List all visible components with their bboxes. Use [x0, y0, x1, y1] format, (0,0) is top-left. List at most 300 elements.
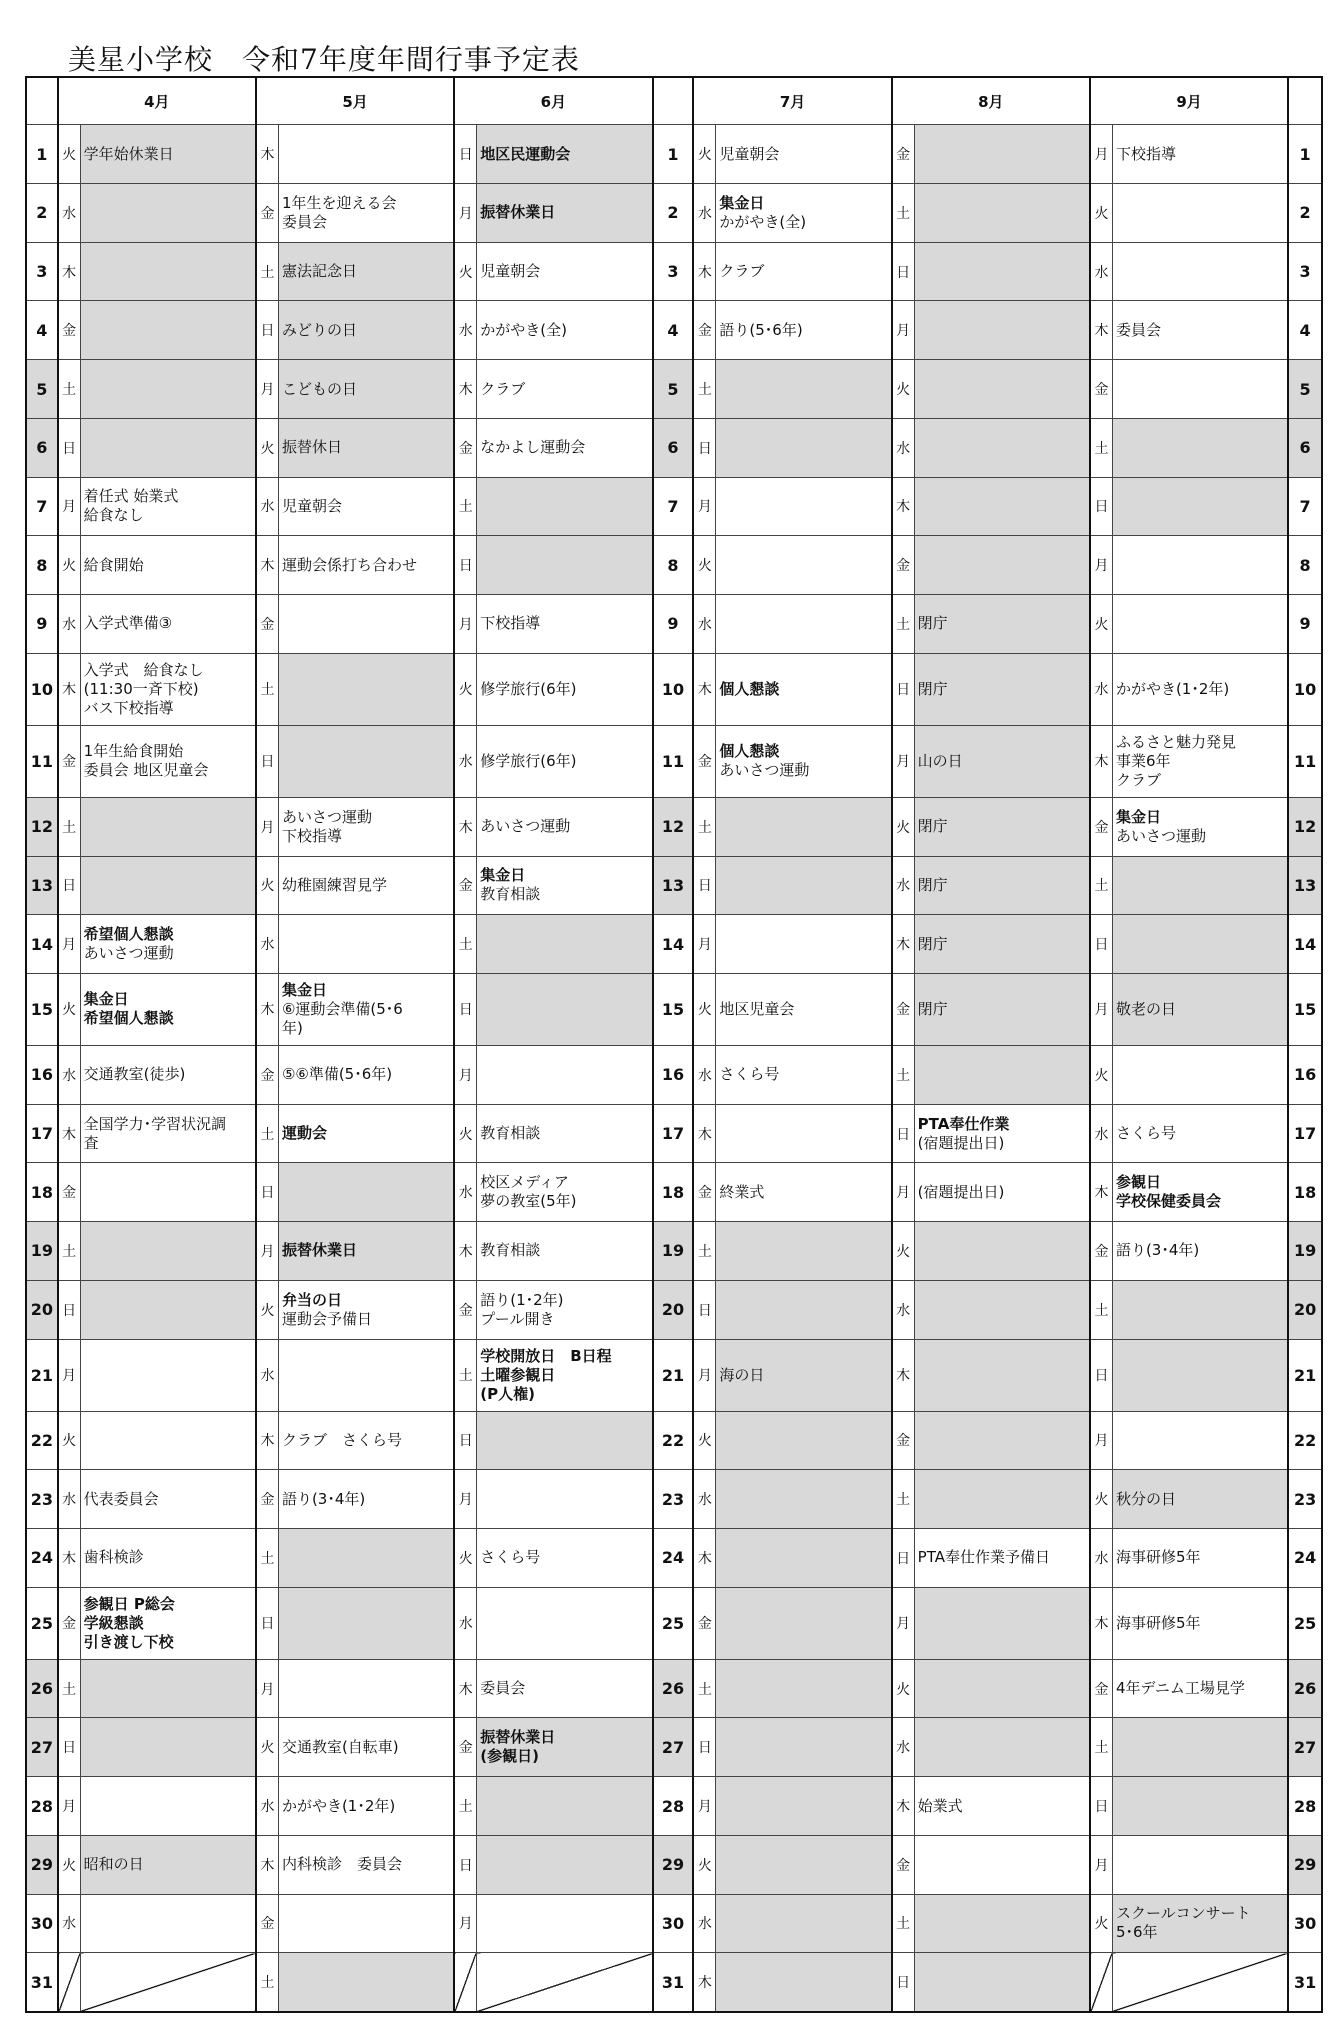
weekday-may: 月 — [256, 360, 278, 419]
day-row — [26, 973, 1322, 1045]
event-jul — [716, 915, 892, 974]
day-number-center: 9 — [653, 595, 694, 654]
weekday-aug: 土 — [892, 184, 914, 243]
event-sep — [1112, 184, 1288, 243]
weekday-jul: 金 — [693, 1587, 715, 1659]
weekday-jun: 水 — [454, 1163, 476, 1222]
event-jun: 校区メディア 夢の教室(5年) — [477, 1163, 653, 1222]
day-row — [26, 301, 1322, 360]
weekday-sep: 火 — [1090, 595, 1112, 654]
day-number-left: 11 — [26, 725, 58, 797]
event-sep — [1112, 1280, 1288, 1339]
day-row — [26, 1222, 1322, 1281]
event-may — [278, 725, 454, 797]
event-aug — [914, 184, 1090, 243]
event-apr — [80, 1659, 256, 1718]
weekday-jul: 日 — [693, 1718, 715, 1777]
day-number-center: 1 — [653, 125, 694, 184]
day-number-left: 27 — [26, 1718, 58, 1777]
event-jul — [716, 360, 892, 419]
event-jun: 修学旅行(6年) — [477, 653, 653, 725]
weekday-jul: 月 — [693, 915, 715, 974]
event-jul — [716, 1470, 892, 1529]
event-apr — [80, 1411, 256, 1470]
weekday-apr: 土 — [58, 1222, 80, 1281]
weekday-may: 土 — [256, 242, 278, 301]
weekday-apr: 火 — [58, 536, 80, 595]
event-aug: 閉庁 — [914, 856, 1090, 915]
day-number-left: 30 — [26, 1894, 58, 1953]
weekday-jul: 水 — [693, 1045, 715, 1104]
event-aug: 始業式 — [914, 1777, 1090, 1836]
day-row — [26, 1777, 1322, 1836]
event-sep — [1112, 536, 1288, 595]
event-aug — [914, 1222, 1090, 1281]
event-aug — [914, 1718, 1090, 1777]
day-number-right: 4 — [1288, 301, 1322, 360]
day-number-right: 14 — [1288, 915, 1322, 974]
day-number-left: 2 — [26, 184, 58, 243]
event-jul: クラブ — [716, 242, 892, 301]
day-number-center: 17 — [653, 1104, 694, 1163]
event-jul — [716, 1659, 892, 1718]
day-number-left: 25 — [26, 1587, 58, 1659]
weekday-may: 金 — [256, 1894, 278, 1953]
event-may: あいさつ運動 下校指導 — [278, 797, 454, 856]
weekday-jul: 火 — [693, 1835, 715, 1894]
weekday-sep: 土 — [1090, 1718, 1112, 1777]
event-jun: 学校開放日 B日程 土曜参観日 (P人権) — [477, 1339, 653, 1411]
event-sep: ふるさと魅力発見 事業6年 クラブ — [1112, 725, 1288, 797]
weekday-may: 日 — [256, 725, 278, 797]
weekday-aug: 木 — [892, 477, 914, 536]
weekday-apr: 月 — [58, 1339, 80, 1411]
event-sep: 秋分の日 — [1112, 1470, 1288, 1529]
event-apr — [80, 184, 256, 243]
event-apr: 昭和の日 — [80, 1835, 256, 1894]
event-title-bold: 集金日 — [480, 866, 526, 885]
day-row — [26, 797, 1322, 856]
weekday-aug: 木 — [892, 1777, 914, 1836]
weekday-jun: 日 — [454, 125, 476, 184]
event-jun: クラブ — [477, 360, 653, 419]
weekday-jun: 月 — [454, 1894, 476, 1953]
day-number-left: 13 — [26, 856, 58, 915]
weekday-may: 日 — [256, 1163, 278, 1222]
event-jul — [716, 1104, 892, 1163]
event-jun — [477, 1777, 653, 1836]
event-sep — [1112, 1777, 1288, 1836]
weekday-jun: 土 — [454, 1777, 476, 1836]
day-number-center: 25 — [653, 1587, 694, 1659]
event-may — [278, 125, 454, 184]
event-title-bold: 個人懇談 — [719, 742, 780, 761]
day-number-left: 1 — [26, 125, 58, 184]
weekday-jun: 木 — [454, 360, 476, 419]
weekday-jul: 月 — [693, 477, 715, 536]
day-number-left: 6 — [26, 418, 58, 477]
weekday-sep: 金 — [1090, 1222, 1112, 1281]
month-header-jun: 6月 — [454, 77, 652, 125]
day-number-center: 24 — [653, 1529, 694, 1588]
weekday-may: 木 — [256, 536, 278, 595]
weekday-apr: 土 — [58, 360, 80, 419]
weekday-aug: 日 — [892, 653, 914, 725]
weekday-sep: 木 — [1090, 1163, 1112, 1222]
weekday-may: 日 — [256, 301, 278, 360]
event-apr — [80, 1894, 256, 1953]
day-number-left: 22 — [26, 1411, 58, 1470]
page-title: 美星小学校 令和7年度年間行事予定表 — [68, 43, 580, 76]
event-apr: 学年始休業日 — [80, 125, 256, 184]
weekday-apr: 水 — [58, 1045, 80, 1104]
weekday-jul: 木 — [693, 1104, 715, 1163]
weekday-jul: 水 — [693, 184, 715, 243]
day-number-left: 19 — [26, 1222, 58, 1281]
event-aug: 山の日 — [914, 725, 1090, 797]
day-row — [26, 536, 1322, 595]
weekday-jun: 金 — [454, 856, 476, 915]
weekday-apr: 月 — [58, 477, 80, 536]
event-jul — [716, 1222, 892, 1281]
corner-cell-left — [26, 77, 58, 125]
event-jul — [716, 1280, 892, 1339]
day-number-right: 12 — [1288, 797, 1322, 856]
weekday-aug: 金 — [892, 1411, 914, 1470]
weekday-jun: 火 — [454, 242, 476, 301]
weekday-apr: 金 — [58, 725, 80, 797]
day-row — [26, 915, 1322, 974]
event-jul — [716, 797, 892, 856]
day-number-left: 23 — [26, 1470, 58, 1529]
weekday-aug: 火 — [892, 797, 914, 856]
event-apr: 代表委員会 — [80, 1470, 256, 1529]
event-may — [278, 1894, 454, 1953]
event-jun — [477, 1045, 653, 1104]
weekday-aug: 金 — [892, 973, 914, 1045]
event-may — [278, 595, 454, 654]
weekday-apr: 日 — [58, 856, 80, 915]
day-number-left: 7 — [26, 477, 58, 536]
weekday-jul: 月 — [693, 1339, 715, 1411]
day-number-right: 27 — [1288, 1718, 1322, 1777]
weekday-jul: 火 — [693, 973, 715, 1045]
event-aug — [914, 125, 1090, 184]
event-jun: 集金日 教育相談 — [477, 856, 653, 915]
day-row — [26, 1718, 1322, 1777]
weekday-sep: 日 — [1090, 1777, 1112, 1836]
event-jun — [477, 1953, 653, 2012]
event-jun — [477, 1587, 653, 1659]
weekday-jul: 木 — [693, 653, 715, 725]
event-aug — [914, 1411, 1090, 1470]
event-title-bold: 集金日 — [281, 980, 327, 999]
event-apr: 給食開始 — [80, 536, 256, 595]
weekday-apr: 日 — [58, 1280, 80, 1339]
day-number-center: 2 — [653, 184, 694, 243]
event-may: 1年生を迎える会 委員会 — [278, 184, 454, 243]
day-number-right: 19 — [1288, 1222, 1322, 1281]
event-jul — [716, 595, 892, 654]
weekday-may: 金 — [256, 184, 278, 243]
weekday-apr: 水 — [58, 595, 80, 654]
day-number-left: 5 — [26, 360, 58, 419]
event-title-bold: PTA奉仕作業 — [917, 1114, 1010, 1133]
event-jun — [477, 973, 653, 1045]
day-row — [26, 242, 1322, 301]
day-row — [26, 477, 1322, 536]
event-sep — [1112, 915, 1288, 974]
weekday-apr: 火 — [58, 1411, 80, 1470]
weekday-sep: 火 — [1090, 1045, 1112, 1104]
weekday-jul: 水 — [693, 1470, 715, 1529]
day-row — [26, 1339, 1322, 1411]
event-aug: (宿題提出日) — [914, 1163, 1090, 1222]
weekday-apr — [58, 1953, 80, 2012]
month-header-aug: 8月 — [892, 77, 1090, 125]
event-jul — [716, 1835, 892, 1894]
event-apr: 入学式準備③ — [80, 595, 256, 654]
day-number-right: 25 — [1288, 1587, 1322, 1659]
weekday-jun: 火 — [454, 1104, 476, 1163]
event-jul: 児童朝会 — [716, 125, 892, 184]
weekday-jul: 土 — [693, 797, 715, 856]
weekday-jul: 日 — [693, 856, 715, 915]
day-number-right: 29 — [1288, 1835, 1322, 1894]
event-jun: 修学旅行(6年) — [477, 725, 653, 797]
day-number-right: 18 — [1288, 1163, 1322, 1222]
event-may: こどもの日 — [278, 360, 454, 419]
day-row — [26, 725, 1322, 797]
day-number-center: 16 — [653, 1045, 694, 1104]
weekday-aug: 日 — [892, 1104, 914, 1163]
weekday-apr: 金 — [58, 1163, 80, 1222]
weekday-aug: 土 — [892, 1045, 914, 1104]
event-jul — [716, 477, 892, 536]
weekday-jun: 土 — [454, 477, 476, 536]
event-aug: 閉庁 — [914, 797, 1090, 856]
weekday-sep: 土 — [1090, 856, 1112, 915]
weekday-jul: 日 — [693, 1280, 715, 1339]
weekday-jul: 木 — [693, 1953, 715, 2012]
weekday-may: 火 — [256, 856, 278, 915]
weekday-jun: 木 — [454, 1222, 476, 1281]
header-row — [26, 77, 1322, 125]
event-jun: 委員会 — [477, 1659, 653, 1718]
day-number-center: 31 — [653, 1953, 694, 2012]
day-number-center: 15 — [653, 973, 694, 1045]
event-aug — [914, 1953, 1090, 2012]
weekday-jun — [454, 1953, 476, 2012]
event-apr — [80, 1280, 256, 1339]
event-jun — [477, 1470, 653, 1529]
weekday-apr: 水 — [58, 1894, 80, 1953]
weekday-jul: 金 — [693, 1163, 715, 1222]
day-number-right: 23 — [1288, 1470, 1322, 1529]
weekday-sep: 月 — [1090, 973, 1112, 1045]
event-jul: 海の日 — [716, 1339, 892, 1411]
day-number-left: 3 — [26, 242, 58, 301]
event-jun: かがやき(全) — [477, 301, 653, 360]
day-number-center: 3 — [653, 242, 694, 301]
event-jun: 教育相談 — [477, 1104, 653, 1163]
weekday-sep: 日 — [1090, 1339, 1112, 1411]
day-number-right: 28 — [1288, 1777, 1322, 1836]
event-may: 内科検診 委員会 — [278, 1835, 454, 1894]
event-sep: 4年デニム工場見学 — [1112, 1659, 1288, 1718]
weekday-may: 火 — [256, 1280, 278, 1339]
event-may — [278, 1659, 454, 1718]
event-sep: 下校指導 — [1112, 125, 1288, 184]
weekday-may: 金 — [256, 1470, 278, 1529]
event-apr — [80, 418, 256, 477]
event-sep — [1112, 1411, 1288, 1470]
event-may: 運動会 — [278, 1104, 454, 1163]
weekday-may: 月 — [256, 1222, 278, 1281]
weekday-may: 水 — [256, 477, 278, 536]
weekday-jul: 金 — [693, 725, 715, 797]
event-sep — [1112, 1835, 1288, 1894]
day-number-center: 30 — [653, 1894, 694, 1953]
weekday-aug: 水 — [892, 418, 914, 477]
event-jun — [477, 477, 653, 536]
event-jul — [716, 1587, 892, 1659]
day-row — [26, 856, 1322, 915]
day-number-center: 14 — [653, 915, 694, 974]
event-sep: 海事研修5年 — [1112, 1587, 1288, 1659]
event-jul: 地区児童会 — [716, 973, 892, 1045]
weekday-jul: 木 — [693, 242, 715, 301]
event-may: 憲法記念日 — [278, 242, 454, 301]
event-apr — [80, 360, 256, 419]
weekday-jun: 金 — [454, 1718, 476, 1777]
event-aug: PTA奉仕作業予備日 — [914, 1529, 1090, 1588]
day-number-center: 8 — [653, 536, 694, 595]
weekday-may: 火 — [256, 418, 278, 477]
event-apr — [80, 1339, 256, 1411]
event-may: 弁当の日 運動会予備日 — [278, 1280, 454, 1339]
event-aug — [914, 536, 1090, 595]
day-row — [26, 1104, 1322, 1163]
event-apr: 集金日 希望個人懇談 — [80, 973, 256, 1045]
day-number-left: 17 — [26, 1104, 58, 1163]
event-sep: 敬老の日 — [1112, 973, 1288, 1045]
day-row — [26, 1163, 1322, 1222]
weekday-jun: 月 — [454, 595, 476, 654]
day-number-center: 26 — [653, 1659, 694, 1718]
event-sep — [1112, 1339, 1288, 1411]
event-may: クラブ さくら号 — [278, 1411, 454, 1470]
weekday-apr: 木 — [58, 1104, 80, 1163]
weekday-sep: 金 — [1090, 797, 1112, 856]
event-jul — [716, 418, 892, 477]
weekday-sep — [1090, 1953, 1112, 2012]
event-sep — [1112, 1953, 1288, 2012]
event-may: 運動会係打ち合わせ — [278, 536, 454, 595]
event-jul: 個人懇談 あいさつ運動 — [716, 725, 892, 797]
weekday-jul: 土 — [693, 1222, 715, 1281]
weekday-aug: 金 — [892, 125, 914, 184]
weekday-may: 木 — [256, 973, 278, 1045]
weekday-sep: 月 — [1090, 536, 1112, 595]
event-aug: 閉庁 — [914, 653, 1090, 725]
weekday-sep: 火 — [1090, 1470, 1112, 1529]
day-number-center: 20 — [653, 1280, 694, 1339]
day-number-center: 23 — [653, 1470, 694, 1529]
day-number-right: 21 — [1288, 1339, 1322, 1411]
weekday-jul: 火 — [693, 125, 715, 184]
event-apr — [80, 301, 256, 360]
event-sep — [1112, 595, 1288, 654]
event-apr — [80, 1718, 256, 1777]
event-may — [278, 1163, 454, 1222]
day-row — [26, 595, 1322, 654]
event-jul: 集金日 かがやき(全) — [716, 184, 892, 243]
event-jun: 地区民運動会 — [477, 125, 653, 184]
event-may: ⑤⑥準備(5･6年) — [278, 1045, 454, 1104]
event-aug: 閉庁 — [914, 595, 1090, 654]
weekday-sep: 日 — [1090, 915, 1112, 974]
day-number-right: 24 — [1288, 1529, 1322, 1588]
event-apr — [80, 242, 256, 301]
day-number-left: 15 — [26, 973, 58, 1045]
weekday-may: 水 — [256, 1339, 278, 1411]
weekday-may: 火 — [256, 1718, 278, 1777]
weekday-jun: 日 — [454, 973, 476, 1045]
day-row — [26, 125, 1322, 184]
day-number-right: 1 — [1288, 125, 1322, 184]
weekday-aug: 木 — [892, 1339, 914, 1411]
weekday-jun: 日 — [454, 1835, 476, 1894]
day-row — [26, 1659, 1322, 1718]
weekday-may: 月 — [256, 797, 278, 856]
event-jun — [477, 536, 653, 595]
weekday-aug: 水 — [892, 1718, 914, 1777]
day-number-left: 26 — [26, 1659, 58, 1718]
event-apr: 希望個人懇談 あいさつ運動 — [80, 915, 256, 974]
event-aug — [914, 1470, 1090, 1529]
weekday-may: 水 — [256, 915, 278, 974]
event-sep: スクールコンサート 5･6年 — [1112, 1894, 1288, 1953]
event-jul: さくら号 — [716, 1045, 892, 1104]
day-row — [26, 184, 1322, 243]
event-apr: 歯科検診 — [80, 1529, 256, 1588]
day-number-center: 19 — [653, 1222, 694, 1281]
weekday-jun: 金 — [454, 418, 476, 477]
day-row — [26, 360, 1322, 419]
weekday-may: 木 — [256, 1411, 278, 1470]
event-jun: 語り(1･2年) プール開き — [477, 1280, 653, 1339]
weekday-aug: 日 — [892, 1529, 914, 1588]
event-may: みどりの日 — [278, 301, 454, 360]
event-apr — [80, 797, 256, 856]
weekday-sep: 月 — [1090, 1835, 1112, 1894]
weekday-aug: 土 — [892, 1894, 914, 1953]
weekday-may: 土 — [256, 653, 278, 725]
weekday-may: 土 — [256, 1104, 278, 1163]
day-number-left: 28 — [26, 1777, 58, 1836]
weekday-apr: 日 — [58, 418, 80, 477]
day-number-center: 4 — [653, 301, 694, 360]
event-aug — [914, 418, 1090, 477]
event-sep — [1112, 1718, 1288, 1777]
weekday-sep: 土 — [1090, 1280, 1112, 1339]
event-aug — [914, 1894, 1090, 1953]
event-jul — [716, 1953, 892, 2012]
day-row — [26, 1411, 1322, 1470]
weekday-apr: 土 — [58, 797, 80, 856]
weekday-apr: 木 — [58, 653, 80, 725]
